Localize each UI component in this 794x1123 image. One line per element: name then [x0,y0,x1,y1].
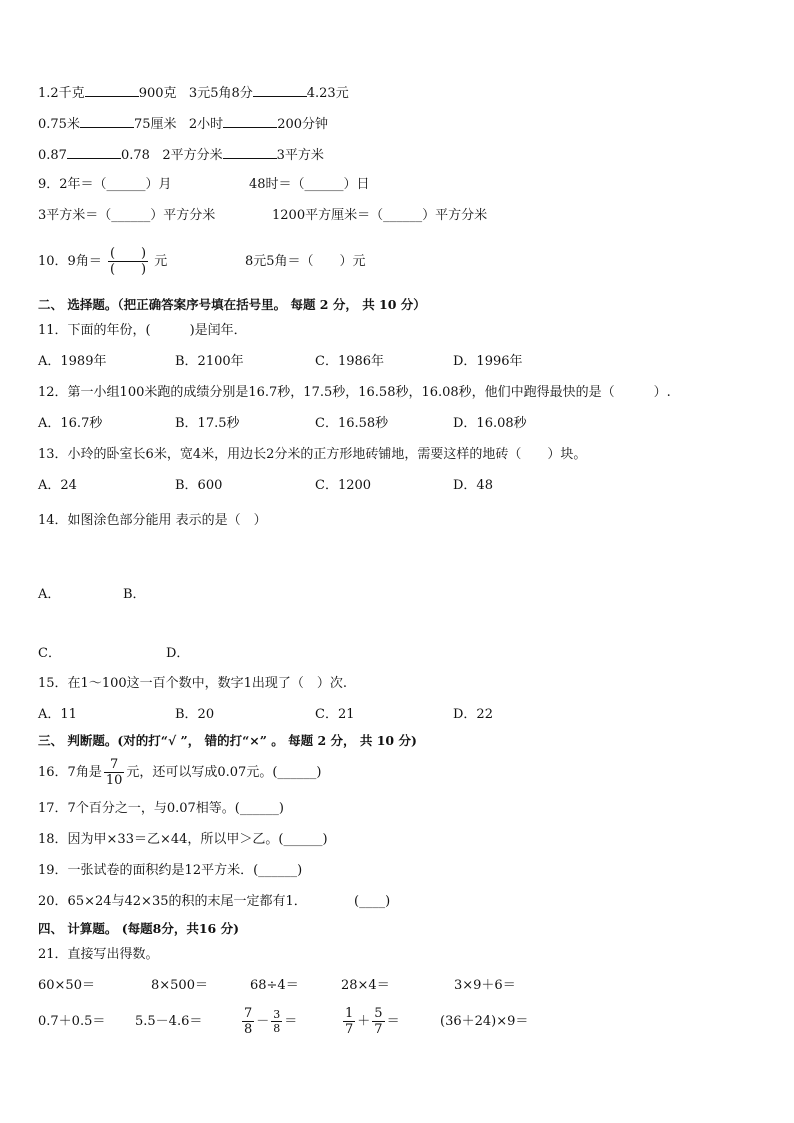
question-9: 9．2年＝（______）月 [38,177,172,192]
option-d[interactable]: D．16.08秒 [453,416,527,431]
calc-item: 3×9＋6＝ [454,978,516,993]
compare-row-2 [38,115,328,133]
compare-item: 3元5角8分 [188,86,253,101]
option-c[interactable]: C．21 [315,707,355,722]
answer-blank[interactable] [80,115,134,128]
calc-item: 68÷4＝ [250,978,299,993]
section-4-title: 四、 计算题。 (每题8分，共16 分) [38,921,239,936]
question-20: 20．65×24与42×35的积的末尾一定都有1． [38,894,307,909]
option-b[interactable]: B．17.5秒 [175,416,240,431]
fraction-denominator[interactable]: ( ) [109,262,147,277]
calc-item: 28×4＝ [341,978,390,993]
question-9-row-2: 3平方米＝（______）平方分米 [38,208,216,223]
section-3-title: 三、 判断题。(对的打“√ ”， 错的打“×” 。 每题 2 分， 共 10 分) [38,733,417,748]
fraction-numerator[interactable]: ( ) [109,246,147,261]
calc-item-fraction-sub: $\frac{7}{8}$ － $\frac{3}{8}$ ＝ [244,1006,298,1037]
answer-blank[interactable] [67,146,121,159]
question-10: 10．9角＝ $\frac{( )}{( )}$ 元 [38,246,168,277]
compare-item: 0.75米 [38,117,80,132]
question-21: 21．直接写出得数。 [38,947,159,962]
fraction: $\frac{7}{8}$ [244,1006,253,1037]
option-a[interactable]: A．1989年 [38,354,107,369]
question-14: 14．如图涂色部分能用 表示的是（ ） [38,513,267,528]
option-c[interactable]: C． [38,646,61,661]
fraction: $\frac{1}{7}$ [345,1006,354,1037]
question-13: 13．小玲的卧室长6米，宽4米，用边长2分米的正方形地砖铺地，需要这样的地砖（ ）块。 [38,447,587,462]
question-16: 16．7角是 $\frac{7}{10}$ 元，还可以写成0.07元。(______) [38,757,322,788]
option-a[interactable]: A．16.7秒 [38,416,103,431]
answer-blank[interactable] [85,84,139,97]
question-18: 18．因为甲×33＝乙×44，所以甲＞乙。(______) [38,832,328,847]
section-2-title: 二、 选择题。（把正确答案序号填在括号里。 每题 2 分， 共 10 分） [38,297,426,312]
option-b[interactable]: B．600 [175,478,223,493]
answer-blank[interactable]: ______ [106,177,146,192]
calc-item: (36＋24)×9＝ [440,1014,529,1029]
compare-item: 3平方米 [276,148,324,163]
option-b[interactable]: B．20 [175,707,215,722]
fraction: $\frac{7}{10}$ [105,757,123,788]
calc-item: 60×50＝ [38,978,95,993]
answer-blank[interactable] [223,146,277,159]
compare-item: 4.23元 [306,86,349,101]
compare-item: 200分钟 [277,117,329,132]
calc-item: 5.5－4.6＝ [135,1014,203,1029]
calc-item: 8×500＝ [151,978,208,993]
answer-blank[interactable]: ______ [383,208,423,223]
compare-row-3 [38,146,324,164]
answer-blank[interactable]: ______ [304,177,344,192]
compare-row-1 [38,84,349,102]
question-12: 12．第一小组100米跑的成绩分别是16.7秒，17.5秒，16.58秒，16.08秒，他们中跑得最快的是（ ）. [38,385,671,400]
option-d[interactable]: D．1996年 [453,354,523,369]
question-9-part-b: 48时＝（______）日 [249,177,370,192]
compare-item: 2平方分米 [162,148,223,163]
question-19: 19．一张试卷的面积约是12平方米．(______) [38,863,303,878]
question-11: 11．下面的年份，( )是闰年． [38,323,247,338]
fraction: $\frac{3}{8}$ [273,1008,281,1035]
option-d[interactable]: D．22 [453,707,493,722]
question-15: 15．在1～100这一百个数中，数字1出现了（ ）次. [38,676,348,691]
fraction [108,246,148,277]
option-a[interactable]: A．11 [38,707,77,722]
option-b[interactable]: B． [123,587,146,602]
compare-item: 75厘米 [133,117,177,132]
question-17: 17．7个百分之一，与0.07相等。(______) [38,801,284,816]
option-d[interactable]: D． [166,646,190,661]
fraction: $\frac{5}{7}$ [374,1006,383,1037]
compare-item: 0.87 [38,148,67,163]
answer-blank[interactable]: ______ [111,208,151,223]
option-c[interactable]: C．16.58秒 [315,416,389,431]
option-c[interactable]: C．1986年 [315,354,385,369]
compare-item: 2小时 [188,117,224,132]
option-b[interactable]: B．2100年 [175,354,244,369]
question-9-row-2-part-b: 1200平方厘米＝（______）平方分米 [272,208,488,223]
answer-blank[interactable] [223,115,277,128]
option-a[interactable]: A． [38,587,61,602]
answer-blank[interactable] [253,84,307,97]
option-c[interactable]: C．1200 [315,478,372,493]
compare-item: 900克 [138,86,177,101]
question-10-part-b: 8元5角＝（ ）元 [245,254,366,269]
compare-item: 0.78 [120,148,150,163]
compare-item: 1.2千克 [38,86,85,101]
calc-item: 0.7＋0.5＝ [38,1014,106,1029]
option-a[interactable]: A．24 [38,478,77,493]
answer-blank[interactable]: (____) [354,894,391,909]
calc-item-fraction-add: $\frac{1}{7}$ ＋ $\frac{5}{7}$ ＝ [345,1006,400,1037]
option-d[interactable]: D．48 [453,478,493,493]
